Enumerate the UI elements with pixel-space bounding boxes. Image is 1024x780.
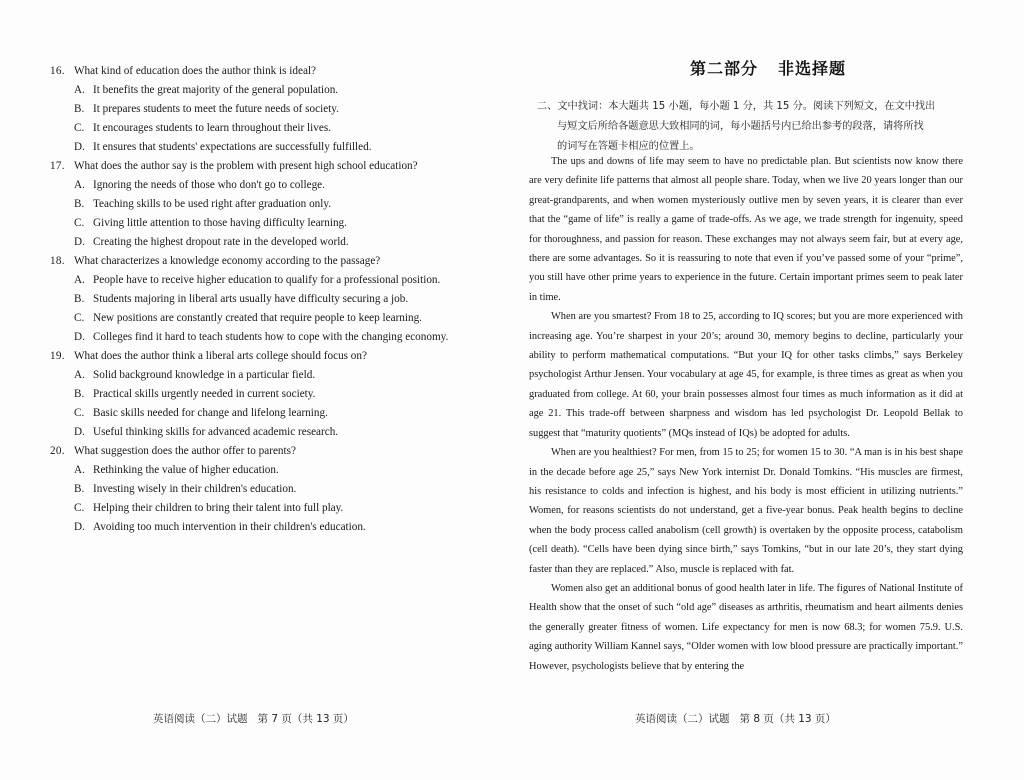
question-text: What characterizes a knowledge economy according to the passage? xyxy=(74,255,381,267)
option-b xyxy=(50,385,470,404)
section-part: 第二部分 xyxy=(689,59,758,78)
passage-paragraph-2: When are you smartest? From 18 to 25, according to IQ scores; but you are more experienced with increasing age. You’re sharpest in your 20’s; around 30, memory begins to decline, particularly your ability to perform mathematical computations. “But your IQ for other tasks climbs,” says Berkeley psychologist Arthur Jensen. Your vocabulary at age 45, for example, is three times as great as when you graduated from college. At 60, your brain possesses almost four times as much information as it did at age 21. This trade-off between sharpness and wisdom has led psychologist Dr. Leopold Bellak to suggest that “maturity quotients” (MQs instead of IQs) be adopted for adults. xyxy=(529,311,963,439)
option-text: Teaching skills to be used right after graduation only. xyxy=(93,198,332,210)
question-stem xyxy=(50,157,470,176)
option-letter: D. xyxy=(74,236,85,248)
page-footer xyxy=(153,711,354,726)
question-list xyxy=(50,62,470,537)
question-text: What suggestion does the author offer to parents? xyxy=(74,445,296,457)
option-text: Creating the highest dropout rate in the developed world. xyxy=(93,236,349,248)
option-b xyxy=(50,290,470,309)
option-c xyxy=(50,309,470,328)
question-number: 17. xyxy=(50,160,65,172)
page-footer xyxy=(635,711,836,726)
option-letter: B. xyxy=(74,198,85,210)
question-number: 20. xyxy=(50,445,65,457)
option-a xyxy=(50,271,470,290)
option-a xyxy=(50,81,470,100)
option-b xyxy=(50,195,470,214)
option-text: Basic skills needed for change and lifelong learning. xyxy=(93,407,328,419)
option-d xyxy=(50,328,470,347)
option-text: Rethinking the value of higher education. xyxy=(93,464,279,476)
option-letter: D. xyxy=(74,141,85,153)
option-a xyxy=(50,461,470,480)
question-text: What does the author say is the problem with present high school education? xyxy=(74,160,418,172)
passage-paragraph-3: When are you healthiest? For men, from 15 to 25; for women 15 to 30. “A man is in his best shape in the decade before age 25,” says New York internist Dr. Donald Tomkins. “His muscles are firmest, his resistance to colds and infection is highest, and his body is most efficient in utilizing nutrients.” Women, for reasons scientists do not understand, get a five-year bonus. Peak health begins to decline when the body process called anabolism (cell growth) is overtaken by the opposite process, catabolism (cell death). “Cells have been dying since birth,” says Tomkins, “but in our late 20’s, they start dying faster than they are replaced.” Also, muscle is replaced with fat. xyxy=(529,447,963,575)
option-letter: A. xyxy=(74,274,85,286)
question-number: 18. xyxy=(50,255,65,267)
option-b xyxy=(50,100,470,119)
option-text: Helping their children to bring their talent into full play. xyxy=(93,502,344,514)
option-d xyxy=(50,518,470,537)
question-text: What kind of education does the author think is ideal? xyxy=(74,65,317,77)
right-page xyxy=(512,0,1024,780)
option-text: New positions are constantly created that require people to keep learning. xyxy=(93,312,422,324)
option-d xyxy=(50,423,470,442)
option-letter: D. xyxy=(74,426,85,438)
passage-paragraph-4: Women also get an additional bonus of good health later in life. The figures of National Institute of Health show that the onset of such “old age” diseases as arthritis, rheumatism and heart ailments denies the generally greater fitness of women. Life expectancy for men is now 68.3; for women 75.9. U.S. aging authority William Kannel says, “Older women with low blood pressure are practically important.” However, psychologists believe that by entering the xyxy=(529,582,963,672)
question-text: What does the author think a liberal arts college should focus on? xyxy=(74,350,367,362)
option-text: Students majoring in liberal arts usually have difficulty securing a job. xyxy=(93,293,409,305)
option-text: People have to receive higher education to qualify for a professional position. xyxy=(93,274,441,286)
instructions-line-2: 与短文后所给各题意思大致相同的词，每小题括号内已给出参考的段落，请将所找 xyxy=(557,121,924,132)
option-c xyxy=(50,499,470,518)
option-letter: C. xyxy=(74,407,85,419)
option-letter: A. xyxy=(74,464,85,476)
left-page xyxy=(0,0,500,780)
passage-paragraph-1: The ups and downs of life may seem to have no predictable plan. But scientists now know there are very definite life patterns that almost all people share. Today, when we live 20 years longer than our great-grandparents, and when women mysteriously outlive men by seven years, it is clearer than ever that the “game of life” is really a game of trade-offs. As we age, we trade strength for ingenuity, speed for thoroughness, and passion for reason. These exchanges may not always seem fair, but at every age, there are some advantages. So it is reassuring to note that even if you’ve passed some of your “prime”, you still have other prime years to experience in the future. Certain important primes seem to peak later in time. xyxy=(529,156,963,303)
section-instructions xyxy=(537,97,962,157)
question-17 xyxy=(50,157,470,252)
question-19 xyxy=(50,347,470,442)
option-letter: C. xyxy=(74,312,85,324)
option-text: Solid background knowledge in a particular field. xyxy=(93,369,316,381)
footer-page-number: 第 8 页（共 13 页） xyxy=(739,713,836,725)
section-name: 非选择题 xyxy=(778,59,847,78)
question-stem xyxy=(50,62,470,81)
question-stem xyxy=(50,442,470,461)
option-text: Useful thinking skills for advanced academic research. xyxy=(93,426,339,438)
option-letter: D. xyxy=(74,331,85,343)
section-title xyxy=(512,56,1024,79)
question-stem xyxy=(50,347,470,366)
option-text: Colleges find it hard to teach students how to cope with the changing economy. xyxy=(93,331,449,343)
option-letter: C. xyxy=(74,502,85,514)
option-letter: B. xyxy=(74,293,85,305)
question-20 xyxy=(50,442,470,537)
option-text: Ignoring the needs of those who don't go to college. xyxy=(93,179,325,191)
option-c xyxy=(50,214,470,233)
footer-title: 英语阅读（二）试题 xyxy=(153,713,248,725)
reading-passage xyxy=(529,152,963,676)
option-letter: C. xyxy=(74,122,85,134)
option-a xyxy=(50,366,470,385)
option-letter: B. xyxy=(74,388,85,400)
option-letter: D. xyxy=(74,521,85,533)
option-c xyxy=(50,404,470,423)
option-letter: B. xyxy=(74,103,85,115)
question-number: 16. xyxy=(50,65,65,77)
option-b xyxy=(50,480,470,499)
option-a xyxy=(50,176,470,195)
option-d xyxy=(50,233,470,252)
option-text: Practical skills urgently needed in current society. xyxy=(93,388,316,400)
option-letter: C. xyxy=(74,217,85,229)
instructions-line-1: 二、文中找词：本大题共 15 小题，每小题 1 分，共 15 分。阅读下列短文，在文中找出 xyxy=(537,101,936,112)
option-letter: A. xyxy=(74,369,85,381)
option-text: It ensures that students' expectations are successfully fulfilled. xyxy=(93,141,372,153)
option-text: It encourages students to learn throughout their lives. xyxy=(93,122,331,134)
question-16 xyxy=(50,62,470,157)
option-letter: A. xyxy=(74,179,85,191)
option-text: Avoiding too much intervention in their children's education. xyxy=(93,521,366,533)
option-text: It benefits the great majority of the general population. xyxy=(93,84,339,96)
option-c xyxy=(50,119,470,138)
option-text: It prepares students to meet the future needs of society. xyxy=(93,103,339,115)
question-stem xyxy=(50,252,470,271)
option-text: Giving little attention to those having difficulty learning. xyxy=(93,217,347,229)
option-text: Investing wisely in their children's education. xyxy=(93,483,297,495)
question-18 xyxy=(50,252,470,347)
option-d xyxy=(50,138,470,157)
option-letter: B. xyxy=(74,483,85,495)
footer-title: 英语阅读（二）试题 xyxy=(635,713,730,725)
instructions-line-3: 的词写在答题卡相应的位置上。 xyxy=(557,141,700,152)
option-letter: A. xyxy=(74,84,85,96)
question-number: 19. xyxy=(50,350,65,362)
footer-page-number: 第 7 页（共 13 页） xyxy=(257,713,354,725)
